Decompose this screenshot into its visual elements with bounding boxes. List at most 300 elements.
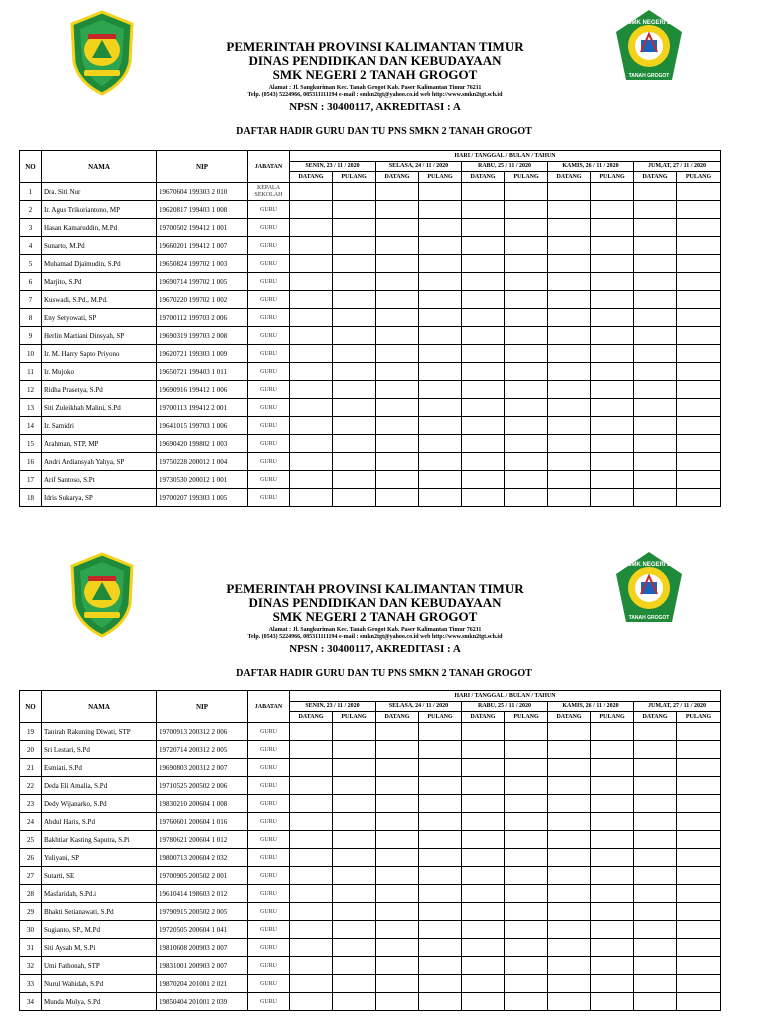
datang-cell[interactable]: [462, 921, 505, 939]
datang-cell[interactable]: [548, 957, 591, 975]
pulang-cell[interactable]: [591, 975, 634, 993]
datang-cell[interactable]: [548, 417, 591, 435]
datang-cell[interactable]: [290, 309, 333, 327]
pulang-cell[interactable]: [505, 345, 548, 363]
datang-cell[interactable]: [290, 183, 333, 201]
pulang-cell[interactable]: [333, 291, 376, 309]
datang-cell[interactable]: [376, 255, 419, 273]
datang-cell[interactable]: [376, 363, 419, 381]
pulang-cell[interactable]: [591, 795, 634, 813]
datang-cell[interactable]: [290, 273, 333, 291]
pulang-cell[interactable]: [677, 975, 721, 993]
datang-cell[interactable]: [290, 435, 333, 453]
pulang-cell[interactable]: [591, 399, 634, 417]
pulang-cell[interactable]: [505, 381, 548, 399]
pulang-cell[interactable]: [591, 201, 634, 219]
pulang-cell[interactable]: [591, 219, 634, 237]
datang-cell[interactable]: [376, 795, 419, 813]
pulang-cell[interactable]: [333, 327, 376, 345]
pulang-cell[interactable]: [333, 759, 376, 777]
datang-cell[interactable]: [634, 795, 677, 813]
datang-cell[interactable]: [290, 417, 333, 435]
pulang-cell[interactable]: [677, 741, 721, 759]
datang-cell[interactable]: [634, 201, 677, 219]
pulang-cell[interactable]: [591, 363, 634, 381]
datang-cell[interactable]: [376, 777, 419, 795]
pulang-cell[interactable]: [419, 741, 462, 759]
pulang-cell[interactable]: [677, 885, 721, 903]
pulang-cell[interactable]: [677, 471, 721, 489]
pulang-cell[interactable]: [677, 489, 721, 507]
datang-cell[interactable]: [548, 777, 591, 795]
datang-cell[interactable]: [376, 381, 419, 399]
pulang-cell[interactable]: [505, 975, 548, 993]
datang-cell[interactable]: [634, 399, 677, 417]
pulang-cell[interactable]: [591, 381, 634, 399]
pulang-cell[interactable]: [419, 813, 462, 831]
datang-cell[interactable]: [376, 813, 419, 831]
pulang-cell[interactable]: [419, 237, 462, 255]
pulang-cell[interactable]: [419, 345, 462, 363]
pulang-cell[interactable]: [505, 219, 548, 237]
datang-cell[interactable]: [462, 723, 505, 741]
pulang-cell[interactable]: [505, 795, 548, 813]
datang-cell[interactable]: [634, 885, 677, 903]
datang-cell[interactable]: [548, 759, 591, 777]
datang-cell[interactable]: [462, 813, 505, 831]
pulang-cell[interactable]: [505, 831, 548, 849]
datang-cell[interactable]: [548, 975, 591, 993]
pulang-cell[interactable]: [333, 831, 376, 849]
pulang-cell[interactable]: [333, 795, 376, 813]
pulang-cell[interactable]: [591, 327, 634, 345]
datang-cell[interactable]: [290, 471, 333, 489]
datang-cell[interactable]: [548, 795, 591, 813]
pulang-cell[interactable]: [591, 273, 634, 291]
pulang-cell[interactable]: [333, 219, 376, 237]
datang-cell[interactable]: [376, 741, 419, 759]
datang-cell[interactable]: [462, 417, 505, 435]
pulang-cell[interactable]: [591, 867, 634, 885]
pulang-cell[interactable]: [505, 885, 548, 903]
pulang-cell[interactable]: [591, 813, 634, 831]
pulang-cell[interactable]: [419, 453, 462, 471]
datang-cell[interactable]: [634, 741, 677, 759]
pulang-cell[interactable]: [591, 417, 634, 435]
datang-cell[interactable]: [376, 417, 419, 435]
pulang-cell[interactable]: [333, 201, 376, 219]
pulang-cell[interactable]: [677, 417, 721, 435]
datang-cell[interactable]: [548, 921, 591, 939]
pulang-cell[interactable]: [419, 399, 462, 417]
datang-cell[interactable]: [634, 255, 677, 273]
pulang-cell[interactable]: [419, 381, 462, 399]
pulang-cell[interactable]: [591, 489, 634, 507]
datang-cell[interactable]: [634, 435, 677, 453]
pulang-cell[interactable]: [591, 903, 634, 921]
datang-cell[interactable]: [634, 381, 677, 399]
datang-cell[interactable]: [548, 399, 591, 417]
pulang-cell[interactable]: [591, 741, 634, 759]
pulang-cell[interactable]: [677, 363, 721, 381]
pulang-cell[interactable]: [333, 309, 376, 327]
datang-cell[interactable]: [462, 327, 505, 345]
pulang-cell[interactable]: [333, 741, 376, 759]
datang-cell[interactable]: [548, 309, 591, 327]
pulang-cell[interactable]: [591, 921, 634, 939]
pulang-cell[interactable]: [677, 183, 721, 201]
datang-cell[interactable]: [548, 183, 591, 201]
datang-cell[interactable]: [548, 363, 591, 381]
pulang-cell[interactable]: [505, 309, 548, 327]
datang-cell[interactable]: [462, 219, 505, 237]
datang-cell[interactable]: [462, 741, 505, 759]
datang-cell[interactable]: [548, 345, 591, 363]
pulang-cell[interactable]: [591, 831, 634, 849]
datang-cell[interactable]: [290, 831, 333, 849]
datang-cell[interactable]: [548, 327, 591, 345]
pulang-cell[interactable]: [677, 921, 721, 939]
pulang-cell[interactable]: [419, 903, 462, 921]
datang-cell[interactable]: [290, 327, 333, 345]
datang-cell[interactable]: [462, 939, 505, 957]
pulang-cell[interactable]: [333, 723, 376, 741]
datang-cell[interactable]: [634, 957, 677, 975]
datang-cell[interactable]: [376, 201, 419, 219]
datang-cell[interactable]: [290, 921, 333, 939]
datang-cell[interactable]: [548, 255, 591, 273]
datang-cell[interactable]: [376, 345, 419, 363]
pulang-cell[interactable]: [419, 867, 462, 885]
datang-cell[interactable]: [462, 435, 505, 453]
pulang-cell[interactable]: [677, 381, 721, 399]
datang-cell[interactable]: [548, 201, 591, 219]
datang-cell[interactable]: [548, 849, 591, 867]
pulang-cell[interactable]: [591, 723, 634, 741]
pulang-cell[interactable]: [505, 777, 548, 795]
datang-cell[interactable]: [376, 903, 419, 921]
datang-cell[interactable]: [634, 471, 677, 489]
datang-cell[interactable]: [634, 867, 677, 885]
pulang-cell[interactable]: [333, 849, 376, 867]
pulang-cell[interactable]: [419, 363, 462, 381]
datang-cell[interactable]: [634, 723, 677, 741]
datang-cell[interactable]: [376, 183, 419, 201]
datang-cell[interactable]: [634, 237, 677, 255]
pulang-cell[interactable]: [333, 237, 376, 255]
pulang-cell[interactable]: [333, 903, 376, 921]
datang-cell[interactable]: [376, 993, 419, 1011]
datang-cell[interactable]: [634, 993, 677, 1011]
datang-cell[interactable]: [462, 183, 505, 201]
pulang-cell[interactable]: [505, 255, 548, 273]
datang-cell[interactable]: [548, 237, 591, 255]
datang-cell[interactable]: [462, 993, 505, 1011]
pulang-cell[interactable]: [505, 291, 548, 309]
pulang-cell[interactable]: [419, 273, 462, 291]
pulang-cell[interactable]: [505, 453, 548, 471]
pulang-cell[interactable]: [591, 309, 634, 327]
datang-cell[interactable]: [634, 921, 677, 939]
datang-cell[interactable]: [290, 291, 333, 309]
pulang-cell[interactable]: [677, 273, 721, 291]
pulang-cell[interactable]: [591, 885, 634, 903]
pulang-cell[interactable]: [591, 345, 634, 363]
datang-cell[interactable]: [376, 219, 419, 237]
datang-cell[interactable]: [548, 723, 591, 741]
pulang-cell[interactable]: [677, 957, 721, 975]
pulang-cell[interactable]: [505, 471, 548, 489]
pulang-cell[interactable]: [333, 273, 376, 291]
pulang-cell[interactable]: [419, 489, 462, 507]
datang-cell[interactable]: [634, 219, 677, 237]
datang-cell[interactable]: [376, 435, 419, 453]
datang-cell[interactable]: [548, 939, 591, 957]
datang-cell[interactable]: [376, 957, 419, 975]
datang-cell[interactable]: [290, 363, 333, 381]
pulang-cell[interactable]: [505, 327, 548, 345]
pulang-cell[interactable]: [591, 255, 634, 273]
datang-cell[interactable]: [290, 345, 333, 363]
datang-cell[interactable]: [634, 417, 677, 435]
pulang-cell[interactable]: [419, 435, 462, 453]
datang-cell[interactable]: [376, 291, 419, 309]
pulang-cell[interactable]: [505, 201, 548, 219]
datang-cell[interactable]: [290, 237, 333, 255]
datang-cell[interactable]: [548, 993, 591, 1011]
datang-cell[interactable]: [376, 849, 419, 867]
pulang-cell[interactable]: [505, 363, 548, 381]
pulang-cell[interactable]: [591, 849, 634, 867]
datang-cell[interactable]: [290, 219, 333, 237]
datang-cell[interactable]: [462, 777, 505, 795]
pulang-cell[interactable]: [419, 939, 462, 957]
datang-cell[interactable]: [376, 975, 419, 993]
datang-cell[interactable]: [634, 831, 677, 849]
pulang-cell[interactable]: [677, 255, 721, 273]
pulang-cell[interactable]: [505, 957, 548, 975]
datang-cell[interactable]: [376, 723, 419, 741]
pulang-cell[interactable]: [591, 183, 634, 201]
datang-cell[interactable]: [634, 939, 677, 957]
datang-cell[interactable]: [290, 489, 333, 507]
datang-cell[interactable]: [634, 291, 677, 309]
pulang-cell[interactable]: [333, 399, 376, 417]
datang-cell[interactable]: [634, 975, 677, 993]
pulang-cell[interactable]: [505, 849, 548, 867]
datang-cell[interactable]: [376, 399, 419, 417]
pulang-cell[interactable]: [505, 939, 548, 957]
pulang-cell[interactable]: [419, 309, 462, 327]
datang-cell[interactable]: [548, 489, 591, 507]
pulang-cell[interactable]: [505, 867, 548, 885]
pulang-cell[interactable]: [591, 777, 634, 795]
pulang-cell[interactable]: [505, 993, 548, 1011]
pulang-cell[interactable]: [505, 399, 548, 417]
pulang-cell[interactable]: [419, 417, 462, 435]
datang-cell[interactable]: [376, 327, 419, 345]
pulang-cell[interactable]: [333, 363, 376, 381]
pulang-cell[interactable]: [419, 831, 462, 849]
pulang-cell[interactable]: [333, 993, 376, 1011]
datang-cell[interactable]: [376, 489, 419, 507]
pulang-cell[interactable]: [419, 957, 462, 975]
pulang-cell[interactable]: [419, 255, 462, 273]
datang-cell[interactable]: [290, 939, 333, 957]
datang-cell[interactable]: [290, 759, 333, 777]
datang-cell[interactable]: [634, 327, 677, 345]
datang-cell[interactable]: [376, 237, 419, 255]
pulang-cell[interactable]: [677, 435, 721, 453]
pulang-cell[interactable]: [677, 813, 721, 831]
datang-cell[interactable]: [462, 867, 505, 885]
pulang-cell[interactable]: [419, 219, 462, 237]
pulang-cell[interactable]: [333, 939, 376, 957]
pulang-cell[interactable]: [677, 345, 721, 363]
datang-cell[interactable]: [634, 345, 677, 363]
pulang-cell[interactable]: [677, 237, 721, 255]
pulang-cell[interactable]: [419, 183, 462, 201]
pulang-cell[interactable]: [505, 183, 548, 201]
datang-cell[interactable]: [462, 453, 505, 471]
datang-cell[interactable]: [634, 777, 677, 795]
datang-cell[interactable]: [548, 831, 591, 849]
pulang-cell[interactable]: [333, 345, 376, 363]
pulang-cell[interactable]: [505, 435, 548, 453]
pulang-cell[interactable]: [677, 201, 721, 219]
datang-cell[interactable]: [462, 795, 505, 813]
datang-cell[interactable]: [462, 759, 505, 777]
datang-cell[interactable]: [462, 903, 505, 921]
pulang-cell[interactable]: [419, 777, 462, 795]
pulang-cell[interactable]: [677, 777, 721, 795]
pulang-cell[interactable]: [419, 885, 462, 903]
datang-cell[interactable]: [462, 345, 505, 363]
pulang-cell[interactable]: [333, 813, 376, 831]
pulang-cell[interactable]: [677, 993, 721, 1011]
datang-cell[interactable]: [462, 399, 505, 417]
pulang-cell[interactable]: [591, 759, 634, 777]
datang-cell[interactable]: [376, 831, 419, 849]
datang-cell[interactable]: [290, 993, 333, 1011]
datang-cell[interactable]: [462, 273, 505, 291]
pulang-cell[interactable]: [677, 291, 721, 309]
pulang-cell[interactable]: [677, 795, 721, 813]
pulang-cell[interactable]: [677, 939, 721, 957]
pulang-cell[interactable]: [677, 867, 721, 885]
datang-cell[interactable]: [634, 903, 677, 921]
datang-cell[interactable]: [548, 219, 591, 237]
datang-cell[interactable]: [548, 813, 591, 831]
datang-cell[interactable]: [548, 741, 591, 759]
pulang-cell[interactable]: [677, 903, 721, 921]
pulang-cell[interactable]: [677, 759, 721, 777]
datang-cell[interactable]: [462, 471, 505, 489]
datang-cell[interactable]: [548, 453, 591, 471]
pulang-cell[interactable]: [677, 453, 721, 471]
datang-cell[interactable]: [462, 291, 505, 309]
datang-cell[interactable]: [376, 471, 419, 489]
pulang-cell[interactable]: [677, 309, 721, 327]
datang-cell[interactable]: [290, 885, 333, 903]
pulang-cell[interactable]: [591, 435, 634, 453]
datang-cell[interactable]: [376, 921, 419, 939]
datang-cell[interactable]: [548, 435, 591, 453]
datang-cell[interactable]: [290, 975, 333, 993]
datang-cell[interactable]: [462, 363, 505, 381]
datang-cell[interactable]: [634, 453, 677, 471]
datang-cell[interactable]: [634, 849, 677, 867]
datang-cell[interactable]: [634, 813, 677, 831]
datang-cell[interactable]: [462, 255, 505, 273]
pulang-cell[interactable]: [419, 723, 462, 741]
datang-cell[interactable]: [462, 237, 505, 255]
datang-cell[interactable]: [290, 453, 333, 471]
datang-cell[interactable]: [548, 381, 591, 399]
pulang-cell[interactable]: [419, 291, 462, 309]
datang-cell[interactable]: [462, 885, 505, 903]
datang-cell[interactable]: [548, 471, 591, 489]
pulang-cell[interactable]: [419, 921, 462, 939]
pulang-cell[interactable]: [505, 237, 548, 255]
pulang-cell[interactable]: [505, 273, 548, 291]
pulang-cell[interactable]: [505, 759, 548, 777]
pulang-cell[interactable]: [591, 957, 634, 975]
pulang-cell[interactable]: [333, 435, 376, 453]
datang-cell[interactable]: [634, 489, 677, 507]
pulang-cell[interactable]: [591, 939, 634, 957]
pulang-cell[interactable]: [419, 327, 462, 345]
pulang-cell[interactable]: [333, 921, 376, 939]
pulang-cell[interactable]: [419, 993, 462, 1011]
pulang-cell[interactable]: [333, 777, 376, 795]
datang-cell[interactable]: [290, 201, 333, 219]
datang-cell[interactable]: [376, 867, 419, 885]
datang-cell[interactable]: [290, 903, 333, 921]
pulang-cell[interactable]: [333, 255, 376, 273]
pulang-cell[interactable]: [591, 453, 634, 471]
pulang-cell[interactable]: [591, 291, 634, 309]
pulang-cell[interactable]: [677, 327, 721, 345]
datang-cell[interactable]: [462, 831, 505, 849]
pulang-cell[interactable]: [677, 831, 721, 849]
pulang-cell[interactable]: [677, 399, 721, 417]
datang-cell[interactable]: [376, 759, 419, 777]
pulang-cell[interactable]: [591, 237, 634, 255]
pulang-cell[interactable]: [333, 975, 376, 993]
pulang-cell[interactable]: [333, 417, 376, 435]
datang-cell[interactable]: [290, 795, 333, 813]
pulang-cell[interactable]: [419, 759, 462, 777]
pulang-cell[interactable]: [677, 849, 721, 867]
pulang-cell[interactable]: [419, 471, 462, 489]
datang-cell[interactable]: [634, 309, 677, 327]
datang-cell[interactable]: [290, 255, 333, 273]
pulang-cell[interactable]: [505, 417, 548, 435]
pulang-cell[interactable]: [419, 201, 462, 219]
datang-cell[interactable]: [376, 309, 419, 327]
datang-cell[interactable]: [548, 903, 591, 921]
datang-cell[interactable]: [290, 723, 333, 741]
pulang-cell[interactable]: [591, 471, 634, 489]
datang-cell[interactable]: [376, 939, 419, 957]
datang-cell[interactable]: [290, 399, 333, 417]
datang-cell[interactable]: [290, 741, 333, 759]
datang-cell[interactable]: [634, 759, 677, 777]
datang-cell[interactable]: [462, 381, 505, 399]
datang-cell[interactable]: [462, 201, 505, 219]
datang-cell[interactable]: [290, 849, 333, 867]
